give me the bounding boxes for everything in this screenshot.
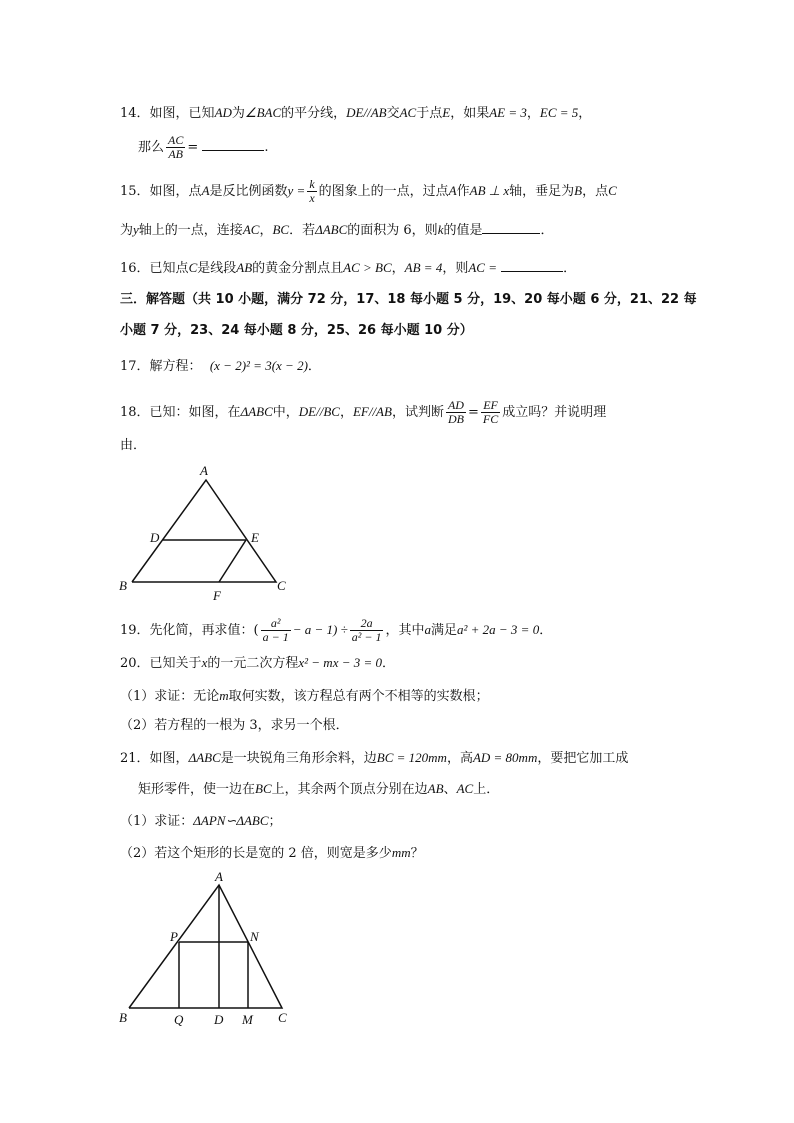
q16-inequality: AC > BC <box>343 260 392 275</box>
q19-text: ，其中 <box>385 623 425 638</box>
q15-a: A <box>201 183 210 198</box>
q16-text: ， <box>391 261 405 276</box>
q14-text: 的平分线， <box>281 106 347 121</box>
q14-end: . <box>264 140 269 155</box>
q21-line1 <box>120 748 628 769</box>
q20-text: 已知关于 <box>149 656 202 671</box>
q19-frac2-num: 2a <box>350 617 384 631</box>
q18-figure <box>110 460 310 605</box>
q21-unit: mm <box>391 845 411 860</box>
q21-label-a: A <box>215 869 223 884</box>
q16-answer-blank[interactable] <box>501 259 563 272</box>
q15-b: B <box>574 183 583 198</box>
q18-text: 成立吗？并说明理 <box>502 405 607 420</box>
q18-label-c: C <box>277 578 286 593</box>
q14-line1 <box>120 103 591 124</box>
q19-frac1-num: a² <box>261 617 291 631</box>
q21-ac: AC <box>456 781 474 796</box>
q17-number: 17． <box>120 359 150 374</box>
q15-c: C <box>608 183 617 198</box>
q15-text: 的面积为 6，则 <box>347 223 438 238</box>
q21-part2 <box>120 843 424 864</box>
q21-label-q: Q <box>174 1012 184 1027</box>
q14-angle: ∠BAC <box>244 105 282 120</box>
q20-number: 20． <box>120 656 150 671</box>
q16-ac: AC = <box>468 260 497 275</box>
q15-answer-blank[interactable] <box>482 221 540 234</box>
q18-parallel-1: DE//BC <box>298 404 340 419</box>
q20-end: ． <box>382 656 396 671</box>
q20-x: x <box>201 655 208 670</box>
section-heading-cont: 小题 7 分，23、24 每小题 8 分，25、26 每小题 10 分） <box>120 323 473 338</box>
q18-line2: 由． <box>120 438 147 453</box>
q18-text: 中， <box>272 405 299 420</box>
q18-triangle: ΔABC <box>240 404 273 419</box>
q16-c: C <box>188 260 198 275</box>
q19-fraction-2 <box>350 617 384 644</box>
q21-ab: AB <box>427 781 444 796</box>
q15-a: A <box>448 183 457 198</box>
q15-fraction <box>307 178 316 205</box>
q19-text: 满足 <box>430 623 457 638</box>
q19-number: 19． <box>120 623 150 638</box>
q15-text: 为 <box>120 223 134 238</box>
q14-text: ， <box>578 106 592 121</box>
q17-line <box>120 356 321 377</box>
q16-text: 是线段 <box>197 261 237 276</box>
q16-text: 的黄金分割点且 <box>252 261 344 276</box>
q14-parallel: DE//AB <box>346 105 387 120</box>
q14-text: 那么 <box>138 140 165 155</box>
q14-number: 14． <box>120 106 150 121</box>
q21-text: ； <box>268 814 282 829</box>
q21-bc: BC <box>255 781 272 796</box>
q18-frac1-den: DB <box>447 412 464 426</box>
q19-condition: a² + 2a − 3 = 0 <box>456 622 540 637</box>
q15-line2 <box>120 220 554 241</box>
q17-text: 解方程： <box>149 359 202 374</box>
q15-frac-num: k <box>309 177 315 191</box>
q18-frac2-num: EF <box>481 399 500 413</box>
q14-ad: AD <box>214 105 232 120</box>
q20-equation: x² − mx − 3 = 0 <box>298 655 383 670</box>
q16-ab: AB <box>236 260 253 275</box>
q18-text: ，试判断 <box>391 405 444 420</box>
q21-text: 上，其余两个顶点分别在边 <box>271 782 428 797</box>
q21-label-c: C <box>278 1010 287 1025</box>
q18-line1 <box>120 399 606 426</box>
q14-text: ， <box>526 106 540 121</box>
q15-text: ．若 <box>289 223 316 238</box>
q21-bc: BC = 120mm <box>376 750 447 765</box>
q14-text: 于点 <box>416 106 443 121</box>
q21-text: 是一块锐角三角形余料，边 <box>220 751 377 766</box>
q16-text: 已知点 <box>149 261 189 276</box>
q21-line2 <box>138 779 499 800</box>
q19-frac1-den: a − 1 <box>262 630 289 644</box>
q15-triangle: ΔABC <box>315 222 348 237</box>
q21-text: 上． <box>473 782 500 797</box>
q21-label-d: D <box>214 1012 224 1027</box>
q21-triangle-abc <box>129 885 282 1008</box>
q20-line <box>120 653 395 674</box>
q21-similarity: ΔAPN∽ΔABC <box>193 813 269 828</box>
q14-frac-den: AB <box>168 147 184 161</box>
q20-m: m <box>219 688 229 703</box>
section-heading: 三．解答题（共 10 小题，满分 72 分，17、18 每小题 5 分，19、20 每小题 6 分，21、22 每 <box>120 292 697 307</box>
q21-ad: AD = 80mm <box>472 750 538 765</box>
q14-text: 如图，已知 <box>149 106 215 121</box>
q18-number: 18． <box>120 405 150 420</box>
q18-segment-ef <box>219 540 246 582</box>
q15-y-axis: y <box>133 222 139 237</box>
q21-text: ？ <box>410 846 424 861</box>
q15-text: ， <box>259 223 273 238</box>
q19-text: 先化简，再求值：( <box>149 623 259 638</box>
q21-text: 、 <box>443 782 457 797</box>
q16-ab-value: AB = 4 <box>404 260 443 275</box>
q18-label-a: A <box>200 463 208 478</box>
q21-text: （2）若这个矩形的长是宽的 2 倍，则宽是多少 <box>120 846 392 861</box>
q19-a: a <box>424 622 431 637</box>
q18-fraction-1 <box>446 399 466 426</box>
q21-part1 <box>120 811 282 832</box>
q18-text: 已知：如图，在 <box>149 405 241 420</box>
q16-number: 16． <box>120 261 150 276</box>
q15-text: 轴，垂足为 <box>509 184 575 199</box>
q21-label-p: P <box>170 929 178 944</box>
q14-text: 为 <box>231 106 245 121</box>
q15-frac-den: x <box>309 191 315 205</box>
q15-bc: BC <box>272 222 290 237</box>
q15-text: 的值是 <box>443 223 483 238</box>
q15-text: 轴上的一点，连接 <box>138 223 243 238</box>
q18-frac1-num: AD <box>447 398 464 412</box>
q15-k: k <box>437 222 444 237</box>
q18-fraction-2 <box>481 399 500 426</box>
q15-text: 的图象上的一点，过点 <box>318 184 449 199</box>
q15-text: 是反比例函数 <box>209 184 288 199</box>
q20-text: （1）求证：无论 <box>120 689 220 704</box>
q14-eq: = <box>187 140 199 155</box>
q18-label-f: F <box>213 588 221 603</box>
q15-line1 <box>120 178 617 205</box>
q19-line <box>120 617 552 644</box>
q14-fraction <box>166 134 185 161</box>
q21-number: 21． <box>120 751 150 766</box>
q21-triangle: ΔABC <box>188 750 221 765</box>
q15-perp: AB ⊥ x <box>469 183 510 198</box>
q18-text: ， <box>339 405 353 420</box>
q15-text: 如图，点 <box>149 184 202 199</box>
q20-text: 的一元二次方程 <box>207 656 299 671</box>
q14-text: ，如果 <box>450 106 490 121</box>
q21-text: 矩形零件，使一边在 <box>138 782 256 797</box>
q21-text: ，要把它加工成 <box>537 751 629 766</box>
q19-frac2-den: a² − 1 <box>351 630 382 644</box>
q18-label-d: D <box>150 530 160 545</box>
q20-text: 取何实数，该方程总有两个不相等的实数根； <box>228 689 489 704</box>
q21-label-m: M <box>242 1012 253 1027</box>
q16-text: ，则 <box>442 261 469 276</box>
q16-line <box>120 258 576 279</box>
q14-line2 <box>138 134 269 161</box>
q19-end: ． <box>539 623 553 638</box>
q21-text: ，高 <box>446 751 473 766</box>
q16-end: ． <box>563 261 577 276</box>
q21-label-n: N <box>250 929 259 944</box>
q14-ac: AC <box>399 105 417 120</box>
q18-eq: = <box>467 405 479 420</box>
q18-frac2-den: FC <box>482 412 499 426</box>
q17-end: ． <box>307 359 321 374</box>
q20-part1 <box>120 686 489 707</box>
q14-ae: AE = 3 <box>489 105 527 120</box>
q21-text: （1）求证： <box>120 814 194 829</box>
q21-label-b: B <box>119 1010 127 1025</box>
q20-part2: （2）若方程的一根为 3，求另一个根． <box>120 718 349 733</box>
q14-frac-num: AC <box>168 133 184 147</box>
q15-y: y = <box>287 183 306 198</box>
q18-label-e: E <box>251 530 259 545</box>
q15-text: 作 <box>456 184 470 199</box>
q15-text: ，点 <box>582 184 609 199</box>
q19-middle: − a − 1) ÷ <box>292 622 348 637</box>
q14-text: 交 <box>386 106 400 121</box>
q15-end: ． <box>540 223 554 238</box>
q17-equation: (x − 2)² = 3(x − 2) <box>209 358 308 373</box>
q21-text: 如图， <box>149 751 189 766</box>
q19-fraction-1 <box>261 617 291 644</box>
q15-number: 15． <box>120 184 150 199</box>
q15-ac: AC <box>242 222 260 237</box>
q18-parallel-2: EF//AB <box>352 404 392 419</box>
q14-e: E <box>442 105 451 120</box>
q14-answer-blank[interactable] <box>202 138 264 151</box>
q21-figure <box>110 865 310 1030</box>
q18-label-b: B <box>119 578 127 593</box>
q14-ec: EC = 5 <box>539 105 579 120</box>
